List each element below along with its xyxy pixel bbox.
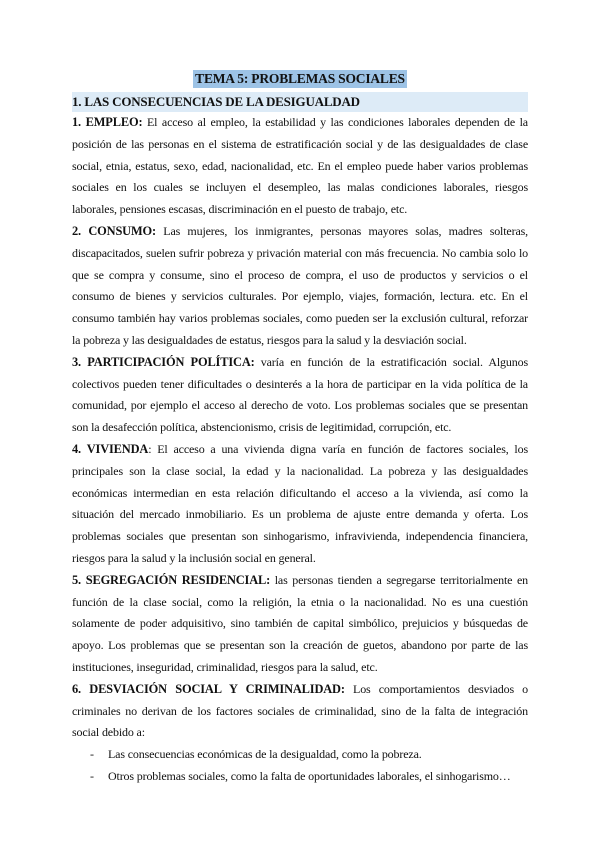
heading-consumo: 2. CONSUMO: (72, 223, 156, 238)
paragraph-participacion (72, 352, 528, 439)
paragraph-desviacion (72, 679, 528, 744)
text-vivienda: : El acceso a una vivienda digna varía en función de factores sociales, los principales son la clase social, la edad y la nacionalidad. La pobreza y las desigualdades económicas intermedian en esta relación dificultando el acceso a la vivienda, así como la situación del mercado inmobiliario. Es un problema de ajuste entre demanda y oferta. Los problemas sociales que presentan son sinhogarismo, infravivienda, independencia financiera, riesgos para la salud y la inclusión social en general. (72, 441, 528, 565)
paragraph-consumo (72, 221, 528, 352)
text-consumo: Las mujeres, los inmigrantes, personas mayores solas, madres solteras, discapacitados, suelen sufrir pobreza y privación material con más frecuencia. No cambia solo lo que se compra y consume, sino el proceso de compra, el uso de productos y servicios o el consumo de bienes y servicios culturales. Por ejemplo, viajes, formación, lectura. etc. En el consumo también hay varios problemas sociales, como pueden ser la exclusión cultural, reforzar la pobreza y las desigualdades de estatus, riesgos para la salud y la desviación social. (72, 223, 528, 347)
paragraph-empleo (72, 112, 528, 221)
section-heading: 1. LAS CONSECUENCIAS DE LA DESIGUALDAD (72, 92, 528, 112)
heading-participacion: 3. PARTICIPACIÓN POLÍTICA: (72, 354, 255, 369)
content (72, 92, 528, 788)
list-item: - Las consecuencias económicas de la desigualdad, como la pobreza. (90, 744, 528, 766)
text-desviacion: Los comportamientos desviados o criminales no derivan de los factores sociales de criminalidad, sino de la falta de integración social debido a: (72, 681, 528, 740)
heading-desviacion: 6. DESVIACIÓN SOCIAL Y CRIMINALIDAD: (72, 681, 345, 696)
heading-segregacion: 5. SEGREGACIÓN RESIDENCIAL: (72, 572, 271, 587)
text-segregacion: las personas tienden a segregarse territorialmente en función de la clase social, como la religión, la etnia o la nacionalidad. No es una cuestión solamente de poder adquisitivo, sino también de capital simbólico, prejuicios y búsquedas de apoyo. Los problemas que se presentan son la creación de guetos, abandono por parte de las instituciones, inseguridad, criminalidad, riesgos para la salud, etc. (72, 572, 528, 674)
list-item: - Otros problemas sociales, como la falta de oportunidades laborales, el sinhogarismo… (90, 766, 528, 788)
heading-vivienda: 4. VIVIENDA (72, 441, 149, 456)
page-title: TEMA 5: PROBLEMAS SOCIALES (195, 71, 405, 86)
text-participacion: varía en función de la estratificación social. Algunos colectivos pueden tener dificultades o desinterés a la hora de participar en la vida política de la comunidad, por ejemplo el acceso al derecho de voto. Los problemas sociales que se presentan son la desafección política, abstencionismo, crisis de legitimidad, corrupción, etc. (72, 354, 528, 435)
title-wrap (0, 70, 600, 88)
text-empleo: El acceso al empleo, la estabilidad y las condiciones laborales dependen de la posición de las personas en el sistema de estratificación social y de las desigualdades de clase social, etnia, estatus, sexo, edad, nacionalidad, etc. En el empleo puede haber varios problemas sociales en los cuales se incluyen el desempleo, las malas condiciones laborales, riesgos laborales, pensiones escasas, discriminación en el puesto de trabajo, etc. (72, 115, 528, 217)
bullet-list (72, 744, 528, 788)
paragraph-vivienda (72, 439, 528, 570)
paragraph-segregacion (72, 570, 528, 679)
heading-empleo: 1. EMPLEO: (72, 115, 143, 129)
